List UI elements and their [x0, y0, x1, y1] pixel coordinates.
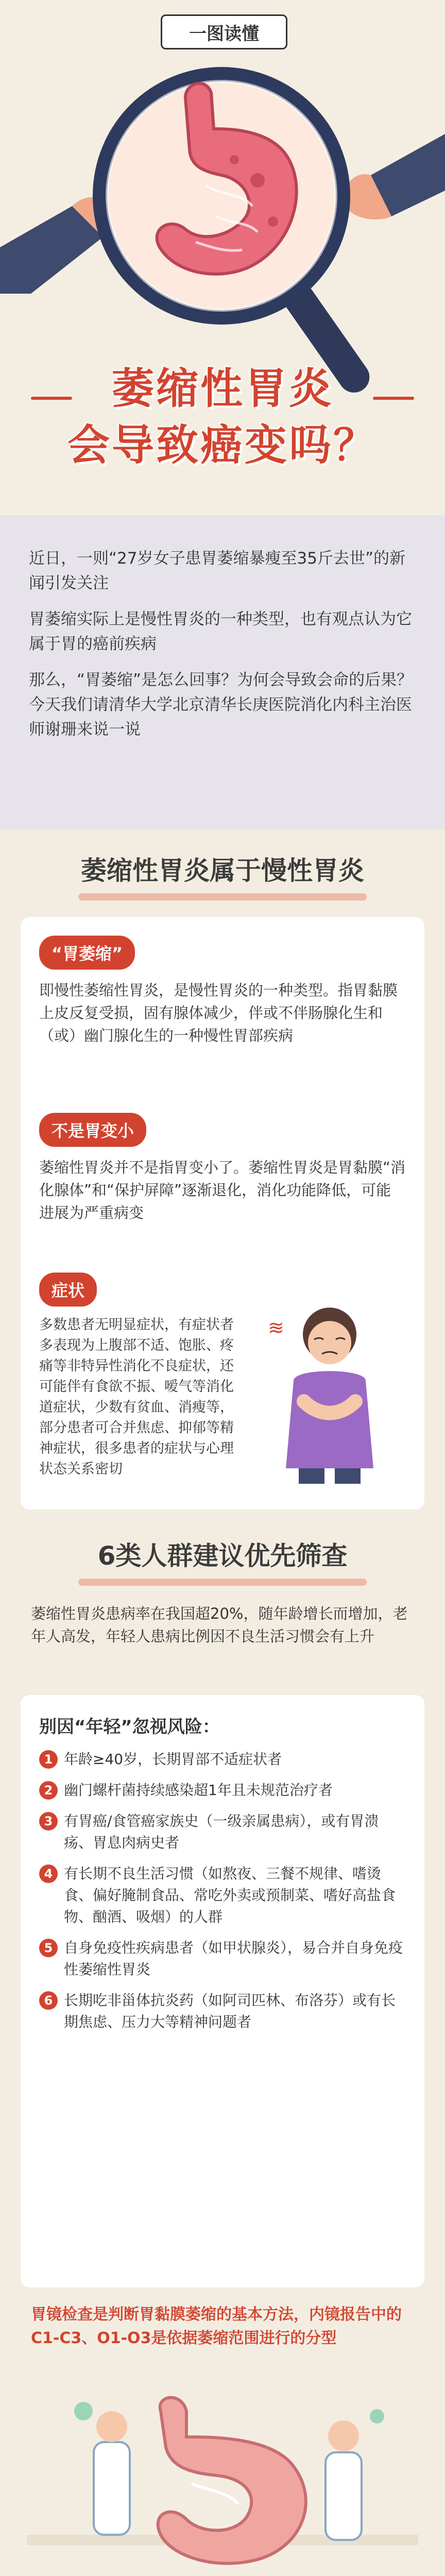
intro-section — [0, 515, 445, 829]
risk-number: 3 — [39, 1812, 58, 1831]
title-deco-left — [31, 397, 72, 400]
risk-number: 2 — [39, 1781, 58, 1800]
doctors-stomach-illustration — [27, 2380, 418, 2576]
notsmall-label: 不是胃变小 — [39, 1113, 146, 1147]
heading-underline — [78, 1579, 367, 1586]
woman-stomachache-illustration — [252, 1298, 412, 1489]
risk-number: 6 — [39, 1991, 58, 2010]
intro-paragraph-3: 那么，“胃萎缩”是怎么回事？为何会导致会命的后果？今天我们请清华大学北京清华长庚医院消化内科主治医师谢珊来说一说 — [29, 671, 413, 739]
risk-number: 1 — [39, 1750, 58, 1769]
risk-card — [21, 1695, 424, 2287]
risk-text: 幽门螺杆菌持续感染超1年且未规范治疗者 — [64, 1782, 333, 1799]
section1-card — [21, 917, 424, 1510]
hero — [0, 0, 445, 515]
what-pill — [39, 936, 135, 970]
heading-underline — [78, 893, 367, 901]
risk-item — [39, 1990, 406, 2033]
svg-text:≋: ≋ — [268, 1316, 284, 1339]
section2-heading-text: 6类人群建议优先筛查 — [97, 1541, 348, 1571]
notsmall-text: 萎缩性胃炎并不是指胃变小了。萎缩性胃炎是胃黏膜“消化腺体”和“保护屏障”逐渐退化，消化功能降低，可能进展为严重病变 — [39, 1159, 406, 1222]
title-line-1: 萎缩性胃炎 — [111, 364, 333, 413]
risk-item — [39, 1937, 406, 1980]
intro-paragraph-2: 胃萎缩实际上是慢性胃炎的一种类型，也有观点认为它属于胃的癌前疾病 — [29, 610, 412, 653]
risk-text: 年龄≥40岁，长期胃部不适症状者 — [64, 1751, 282, 1768]
section1-heading-text: 萎缩性胃炎属于慢性胃炎 — [81, 856, 364, 886]
title-deco-right — [373, 397, 414, 400]
risk-text: 自身免疫性疾病患者（如甲状腺炎），易合并自身免疫性萎缩性胃炎 — [64, 1939, 403, 1978]
section2-intro: 萎缩性胃炎患病率在我国超20%，随年龄增长而增加，老年人高发，年轻人患病比例因不良生活习惯会有上升 — [31, 1605, 408, 1645]
risk-list — [39, 1749, 406, 2042]
title-line-2: 会导致癌变吗？ — [67, 421, 378, 470]
risk-text: 有长期不良生活习惯（如熬夜、三餐不规律、嗜烫食、偏好腌制食品、常吃外卖或预制菜、嗜好高盐食物、酗酒、吸烟）的人群 — [64, 1865, 396, 1925]
what-text: 即慢性萎缩性胃炎，是慢性胃炎的一种类型。指胃黏膜上皮反复受损，固有腺体减少，伴或不伴肠腺化生和（或）幽门腺化生的一种慢性胃部疾病 — [39, 981, 398, 1044]
risk-title: 别因“年轻”忽视风险： — [39, 1717, 220, 1737]
risk-number: 5 — [39, 1939, 58, 1957]
notsmall-pill — [39, 1113, 146, 1147]
section1-heading — [26, 850, 419, 901]
risk-text: 有胃癌/食管癌家族史（一级亲属患病），或有胃溃疡、胃息肉病史者 — [64, 1812, 379, 1851]
risk-number: 4 — [39, 1865, 58, 1883]
section2-heading — [26, 1535, 419, 1586]
risk-text: 长期吃非甾体抗炎药（如阿司匹林、布洛芬）或有长期焦虑、压力大等精神问题者 — [64, 1992, 396, 2030]
risk-item — [39, 1863, 406, 1928]
gastroscopy-note: 胃镜检查是判断胃黏膜萎缩的基本方法，内镜报告中的C1-C3、O1-O3是依据萎缩范围进行的分型 — [31, 2306, 402, 2347]
symptom-text: 多数患者无明显症状，有症状者多表现为上腹部不适、饱胀、疼痛等非特异性消化不良症状，还可能伴有食欲不振、嗳气等消化道症状，少数有贫血、消瘦等，部分患者可合并焦虑、抑郁等精神症状，很多患者的症状与心理状态关系密切 — [39, 1317, 234, 1477]
risk-item — [39, 1780, 406, 1801]
risk-item — [39, 1749, 406, 1770]
symptom-pill — [39, 1273, 97, 1307]
what-label: “胃萎缩” — [39, 936, 135, 970]
symptom-label: 症状 — [39, 1273, 97, 1307]
risk-item — [39, 1810, 406, 1854]
intro-paragraph-1: 近日，一则“27岁女子患胃萎缩暴瘦至35斤去世”的新闻引发关注 — [29, 549, 406, 592]
page-title — [0, 361, 445, 474]
header-tag: 一图读懂 — [161, 14, 287, 49]
